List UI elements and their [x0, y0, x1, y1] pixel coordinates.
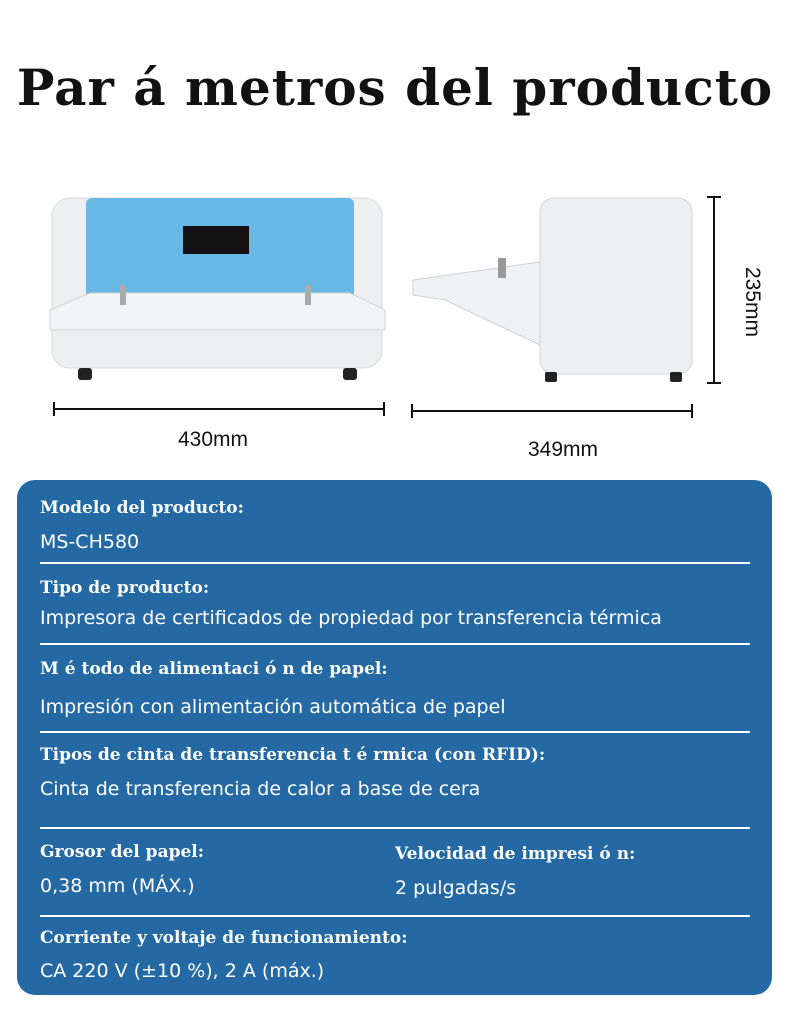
divider — [40, 731, 750, 733]
page-title: Par á metros del producto — [16, 58, 774, 117]
model-value: MS-CH580 — [40, 531, 140, 553]
depth-dimension: 349mm — [528, 438, 599, 461]
divider — [40, 827, 750, 829]
thickness-value: 0,38 mm (MÁX.) — [40, 875, 195, 897]
thickness-label: Grosor del papel: — [40, 842, 205, 862]
power-label: Corriente y voltaje de funcionamiento: — [40, 928, 408, 948]
speed-label: Velocidad de impresi ó n: — [395, 844, 636, 864]
printer-front-image — [50, 198, 385, 380]
height-dimension: 235mm — [741, 266, 764, 338]
power-value: CA 220 V (±10 %), 2 A (máx.) — [40, 960, 325, 982]
divider — [40, 562, 750, 564]
model-label: Modelo del producto: — [40, 498, 244, 518]
ribbon-value: Cinta de transferencia de calor a base de cera — [40, 778, 481, 800]
ribbon-label: Tipos de cinta de transferencia t é rmica (con RFID): — [40, 745, 546, 765]
divider — [40, 915, 750, 917]
speed-value: 2 pulgadas/s — [395, 877, 517, 899]
type-value: Impresora de certificados de propiedad por transferencia térmica — [40, 607, 662, 629]
product-images — [0, 0, 790, 470]
width-dimension: 430mm — [178, 428, 249, 451]
feed-value: Impresión con alimentación automática de papel — [40, 696, 506, 718]
printer-side-image — [413, 198, 692, 382]
type-label: Tipo de producto: — [40, 578, 210, 598]
spec-panel — [17, 480, 772, 995]
feed-label: M é todo de alimentaci ó n de papel: — [40, 659, 388, 679]
divider — [40, 643, 750, 645]
